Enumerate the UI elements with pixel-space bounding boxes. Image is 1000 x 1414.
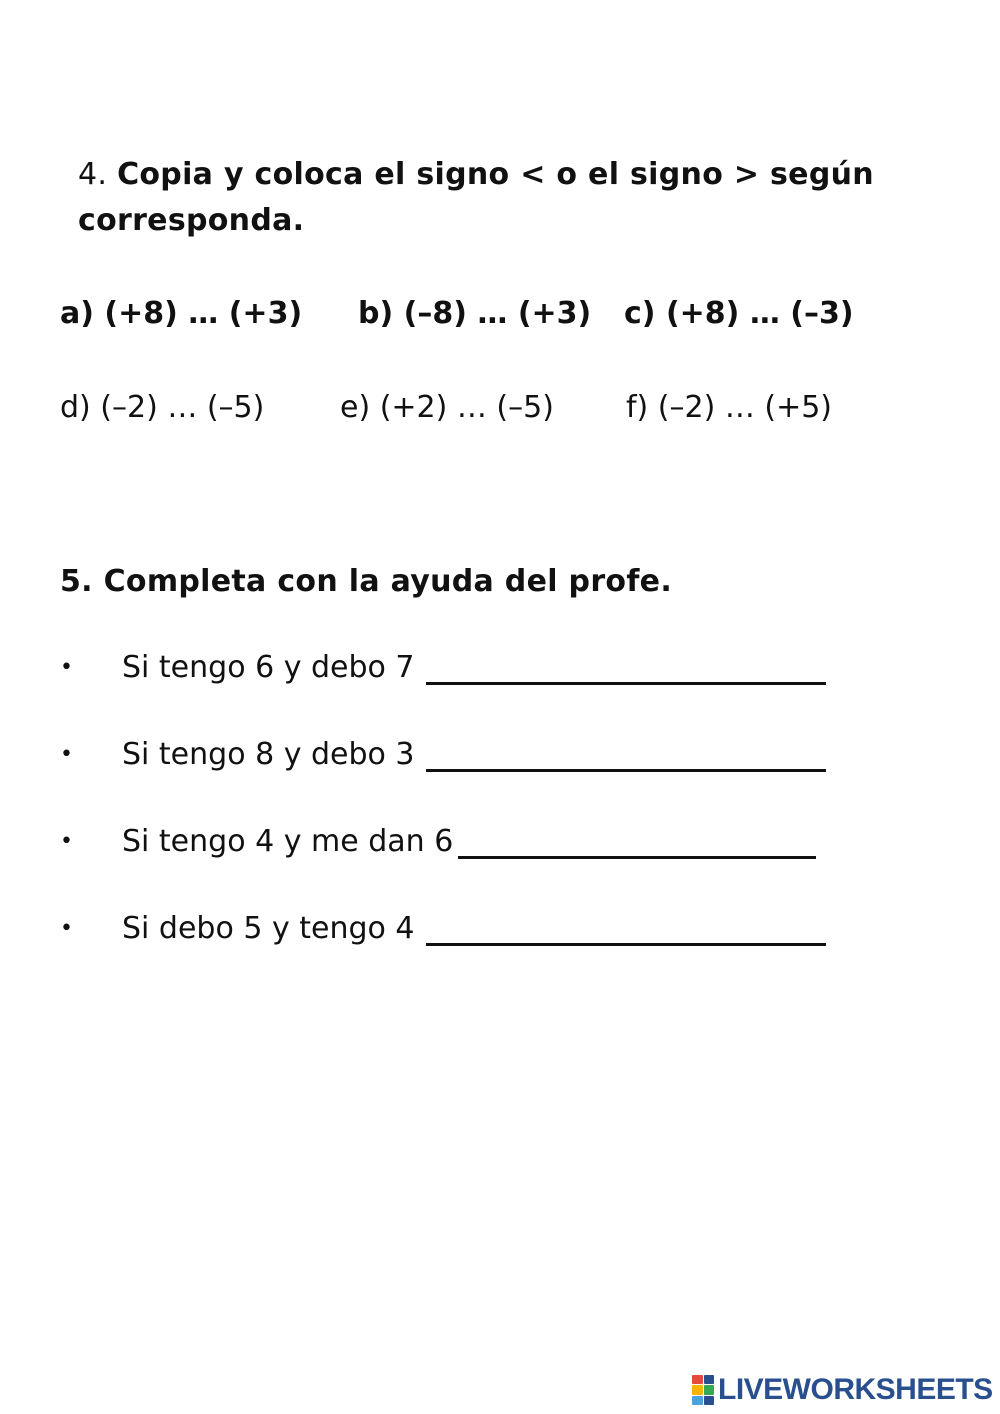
comparison-item-c: c) (+8) … (–3): [624, 296, 854, 331]
answer-blank[interactable]: [458, 856, 816, 859]
comparison-item-d: d) (–2) … (–5): [60, 390, 265, 425]
logo-text: LIVEWORKSHEETS: [718, 1373, 993, 1406]
answer-blank[interactable]: [426, 682, 826, 685]
question-4-number: 4.: [78, 157, 108, 192]
question-4-instruction: Copia y coloca el signo < o el signo > según corresponda.: [78, 157, 874, 238]
bullet-icon: •: [60, 655, 73, 680]
answer-blank[interactable]: [426, 943, 826, 946]
list-item-text: Si tengo 6 y debo 7: [122, 650, 415, 685]
list-item-text: Si debo 5 y tengo 4: [122, 911, 415, 946]
bullet-icon: •: [60, 742, 73, 767]
comparison-item-a: a) (+8) … (+3): [60, 296, 303, 331]
bullet-icon: •: [60, 916, 73, 941]
comparison-item-e: e) (+2) … (–5): [340, 390, 554, 425]
liveworksheets-logo: [692, 1370, 993, 1410]
liveworksheets-logo-icon: [692, 1375, 714, 1405]
question-5-title: 5. Completa con la ayuda del profe.: [60, 564, 673, 599]
list-item-text: Si tengo 4 y me dan 6: [122, 824, 454, 859]
list-item-text: Si tengo 8 y debo 3: [122, 737, 415, 772]
answer-blank[interactable]: [426, 769, 826, 772]
bullet-icon: •: [60, 829, 73, 854]
comparison-item-f: f) (–2) … (+5): [626, 390, 833, 425]
question-4-title: [78, 152, 878, 244]
comparison-item-b: b) (–8) … (+3): [358, 296, 592, 331]
